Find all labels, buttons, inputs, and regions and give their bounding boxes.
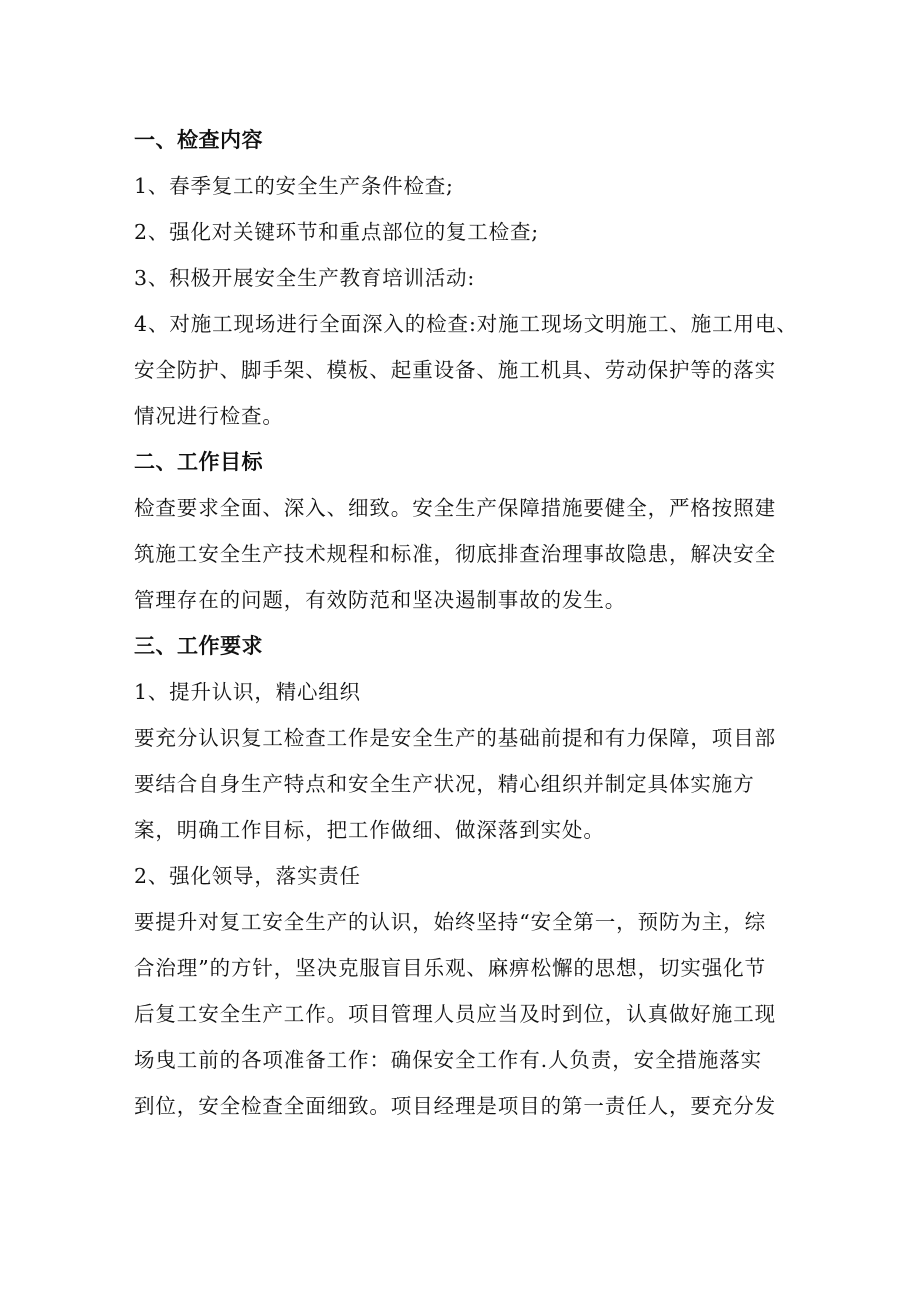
document-body: [134, 120, 798, 1132]
text-line: 检查要求全面、深入、细致。安全生产保障措施要健全，严格按照建: [134, 496, 776, 520]
text-line: 要提升对复工安全生产的认识，始终坚持“安全第一，预防为主，综: [134, 910, 766, 934]
text-line: 筑施工安全生产技术规程和标准，彻底排查治理事故隐患，解决安全: [134, 542, 776, 566]
list-item: 1、春季复工的安全生产条件检查;: [134, 174, 454, 198]
paragraph: [134, 718, 794, 850]
section-heading-inspection-content: 一、检查内容: [134, 128, 263, 152]
text-line: 4、对施工现场进行全面深入的检查:对施工现场文明施工、施工用电、: [134, 312, 798, 336]
paragraph: [134, 902, 794, 1126]
text-line: 案，明确工作目标，把工作做细、做深落到实处。: [134, 818, 605, 842]
text-line: 要结合自身生产特点和安全生产状况，精心组织并制定具体实施方: [134, 772, 755, 796]
subsection-title: 1、提升认识，精心组织: [134, 680, 361, 704]
list-item: 2、强化对关键环节和重点部位的复工检查;: [134, 220, 539, 244]
text-line: 合治理”的方针，坚决克服盲目乐观、麻痹松懈的思想，切实强化节: [134, 956, 766, 980]
text-line: 情况进行检查。: [134, 404, 284, 428]
text-line: 场曳工前的各项准备工作：确保安全工作有.人负责，安全措施落实: [134, 1048, 763, 1072]
text-line: 安全防护、脚手架、模板、起重设备、施工机具、劳动保护等的落实: [134, 358, 776, 382]
section-heading-work-requirements: 三、工作要求: [134, 634, 263, 658]
text-line: 管理存在的问题，有效防范和坚决遏制事故的发生。: [134, 588, 627, 612]
text-line: 要充分认识复工检查工作是安全生产的基础前提和有力保障，项目部: [134, 726, 776, 750]
text-line: 后复工安全生产工作。项目管理人员应当及时到位，认真做好施工现: [134, 1002, 776, 1026]
paragraph: [134, 304, 798, 436]
list-item: 3、积极开展安全生产教育培训活动:: [134, 266, 476, 290]
text-line: 到位，安全检查全面细致。项目经理是项目的第一责任人，要充分发: [134, 1094, 776, 1118]
paragraph: [134, 488, 794, 620]
section-heading-work-goals: 二、工作目标: [134, 450, 263, 474]
subsection-title: 2、强化领导，落实责任: [134, 864, 361, 888]
